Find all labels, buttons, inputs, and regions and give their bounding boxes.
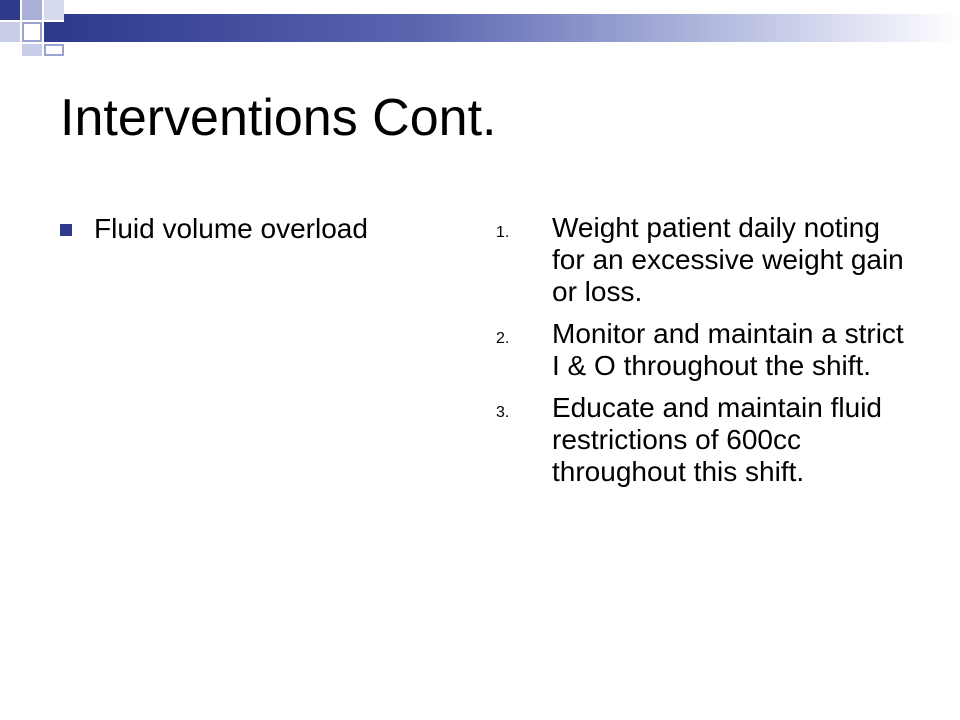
- item-text: Monitor and maintain a strict I & O throughout the shift.: [552, 318, 904, 381]
- item-number: 1.: [496, 224, 510, 241]
- square-bullet-icon: [60, 224, 72, 236]
- bullet-text: Fluid volume overload: [94, 213, 368, 244]
- numbered-list: [496, 212, 906, 498]
- decor-square: [44, 44, 64, 56]
- slide-title: Interventions Cont.: [60, 89, 497, 147]
- decor-square: [0, 0, 20, 20]
- item-text: Educate and maintain fluid restrictions of 600cc throughout this shift.: [552, 392, 882, 487]
- decor-square: [22, 44, 42, 56]
- header-gradient-bar: [64, 14, 960, 42]
- decor-square: [22, 22, 42, 42]
- decor-square: [44, 0, 64, 20]
- item-number: 3.: [496, 404, 510, 421]
- left-bullet-list: [60, 212, 460, 246]
- decor-square: [44, 22, 64, 42]
- decor-square: [0, 22, 20, 42]
- bullet-item: [60, 212, 460, 246]
- numbered-item: [496, 212, 906, 308]
- numbered-item: [496, 318, 906, 382]
- item-number: 2.: [496, 330, 510, 347]
- decor-square: [22, 0, 42, 20]
- item-text: Weight patient daily noting for an excessive weight gain or loss.: [552, 212, 904, 307]
- numbered-item: [496, 392, 906, 488]
